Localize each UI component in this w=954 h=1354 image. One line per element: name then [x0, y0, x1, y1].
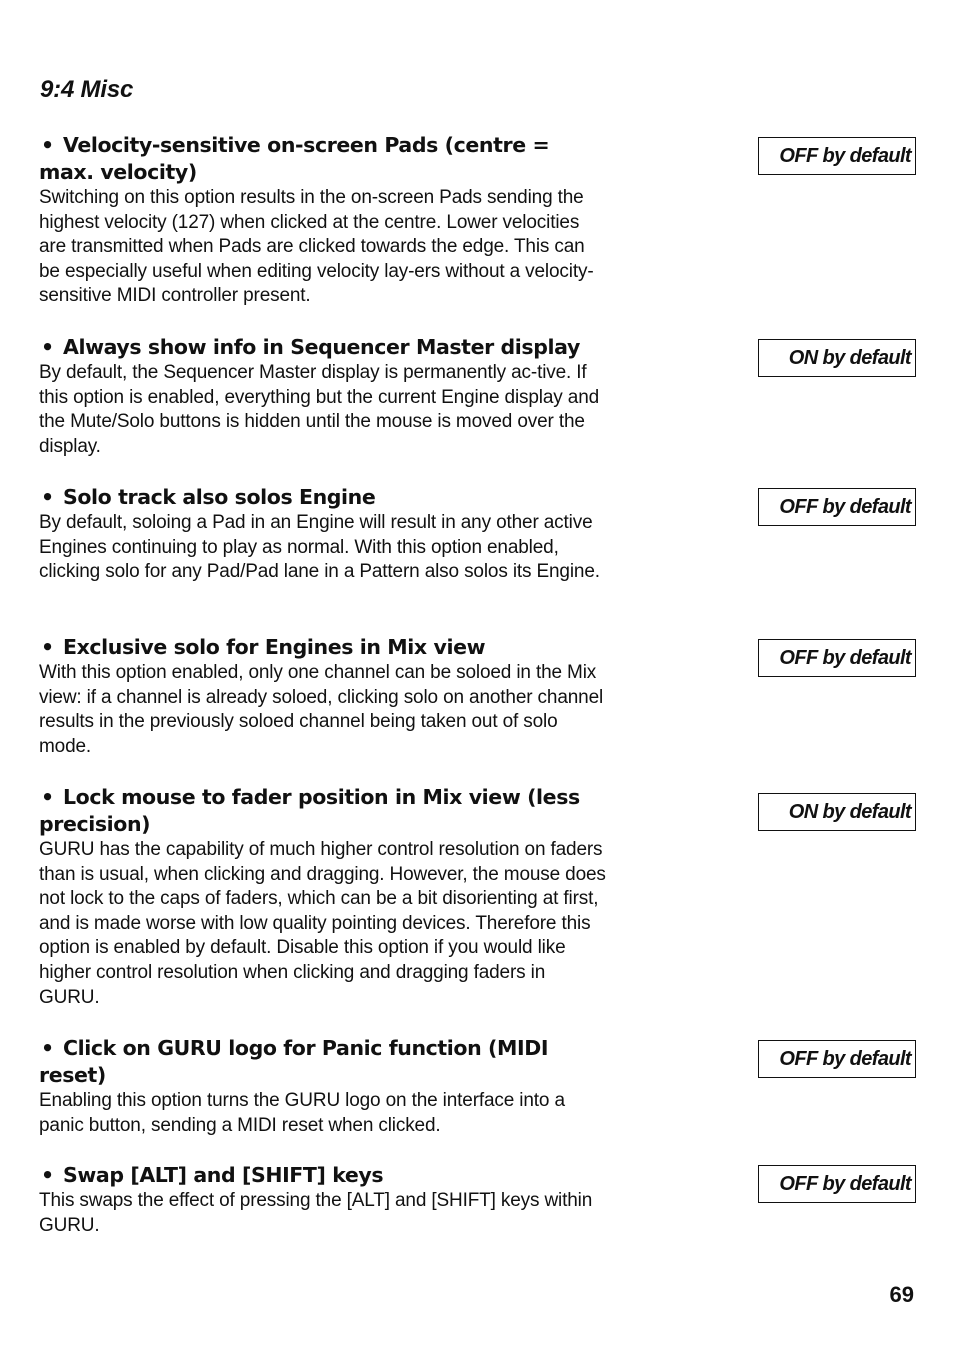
option-description: GURU has the capability of much higher control resolution on faders than is usual, when clicking and dragging. However, the mouse does not lock to the caps of faders, which can be a bit disorienting at first, and is made worse with low quality pointing devices. Therefore this option is enabled by default. Disable this option if you would like higher control resolution when clicking and dragging faders in GURU. [39, 839, 606, 1008]
bullet: • [41, 485, 54, 509]
option-description: With this option enabled, only one channel can be soloed in the Mix view: if a channel is already soloed, clicking solo on another channel results in the previously soloed channel being taken out of solo mode. [39, 662, 604, 757]
option-heading [39, 784, 609, 838]
option-solo-track-solos-engine [39, 484, 609, 585]
option-velocity-sensitive-pads [39, 132, 609, 309]
section-title: 9:4 Misc [40, 76, 134, 103]
option-lock-mouse-fader [39, 784, 609, 1010]
page-number: 69 [889, 1282, 914, 1307]
default-status-badge: OFF by default [758, 639, 916, 677]
option-heading-text: Velocity-sensitive on-screen Pads (centre = max. velocity) [39, 133, 550, 184]
bullet: • [41, 1036, 54, 1060]
option-description: By default, the Sequencer Master display is permanently ac-tive. If this option is enabled, everything but the current Engine display and the Mute/Solo buttons is hidden until the mouse is moved over the display. [39, 362, 600, 457]
option-heading [39, 1035, 609, 1089]
option-heading-text: Always show info in Sequencer Master display [63, 335, 580, 359]
option-description: This swaps the effect of pressing the [ALT] and [SHIFT] keys within GURU. [39, 1190, 593, 1236]
default-status-badge: ON by default [758, 793, 916, 831]
default-status-badge: OFF by default [758, 1040, 916, 1078]
option-always-show-info [39, 334, 609, 459]
option-description: By default, soloing a Pad in an Engine will result in any other active Engines continuing to play as normal. With this option enabled, clicking solo for any Pad/Pad lane in a Pattern also solos its Engine. [39, 512, 600, 583]
option-description: Enabling this option turns the GURU logo on the interface into a panic button, sending a MIDI reset when clicked. [39, 1090, 565, 1136]
option-heading [39, 484, 609, 511]
option-swap-alt-shift [39, 1162, 609, 1238]
option-heading-text: Exclusive solo for Engines in Mix view [63, 635, 486, 659]
default-status-badge: OFF by default [758, 1165, 916, 1203]
default-status-badge: ON by default [758, 339, 916, 377]
option-heading-text: Click on GURU logo for Panic function (MIDI reset) [39, 1036, 549, 1087]
default-status-badge: OFF by default [758, 488, 916, 526]
bullet: • [41, 1163, 54, 1187]
bullet: • [41, 335, 54, 359]
default-status-badge: OFF by default [758, 137, 916, 175]
option-heading-text: Swap [ALT] and [SHIFT] keys [63, 1163, 384, 1187]
option-heading-text: Lock mouse to fader position in Mix view (less precision) [39, 785, 580, 836]
option-exclusive-solo [39, 634, 609, 759]
option-heading [39, 334, 609, 361]
option-heading [39, 132, 609, 186]
bullet: • [41, 785, 54, 809]
option-guru-logo-panic [39, 1035, 609, 1138]
option-description: Switching on this option results in the on-screen Pads sending the highest velocity (127) when clicked at the centre. Lower velocities are transmitted when Pads are clicked towards the edge. This can be especially useful when editing velocity lay-ers without a velocity-sensitive MIDI controller present. [39, 187, 594, 307]
option-heading-text: Solo track also solos Engine [63, 485, 376, 509]
option-heading [39, 634, 609, 661]
bullet: • [41, 635, 54, 659]
option-heading [39, 1162, 609, 1189]
bullet: • [41, 133, 54, 157]
